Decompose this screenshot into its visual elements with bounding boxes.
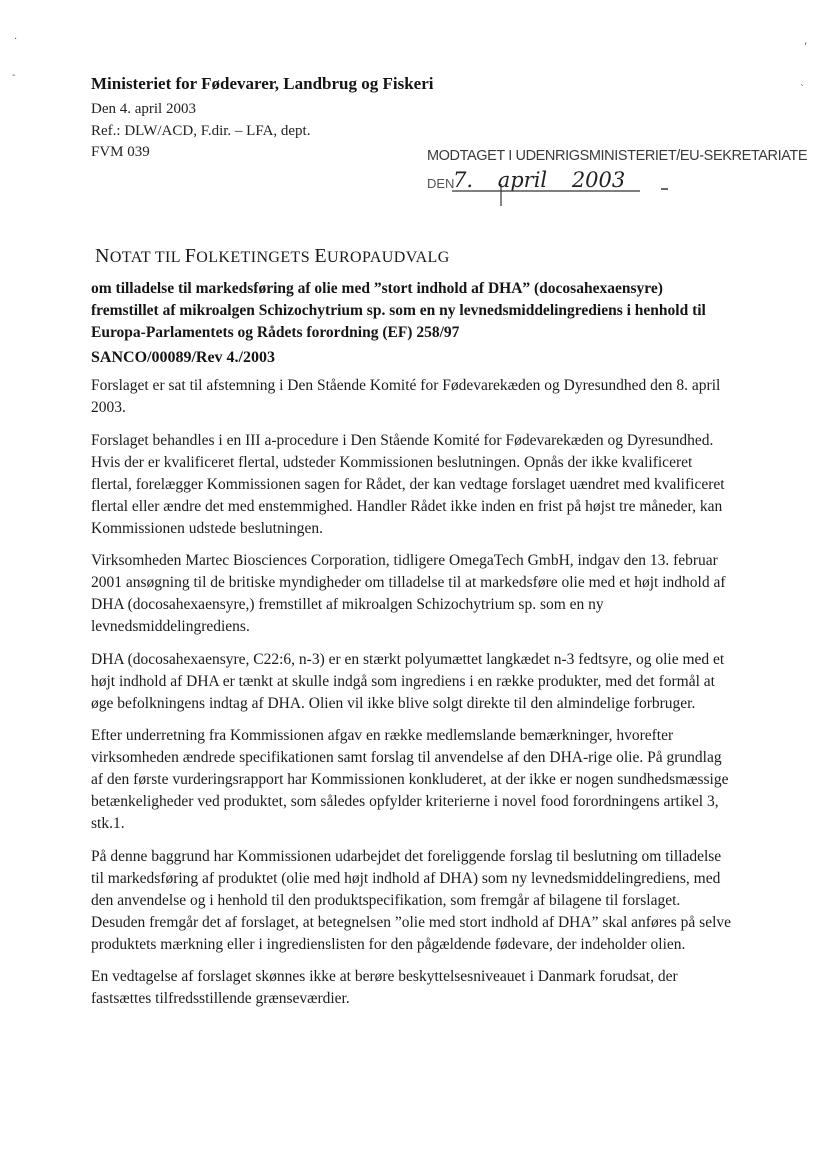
paragraph: En vedtagelse af forslaget skønnes ikke at berøre beskyttelsesniveauet i Danmark forudsat, der fastsættes tilfredsstillende grænseværdier. (91, 968, 678, 1007)
file-number: FVM 039 (91, 144, 150, 160)
sanco-reference: SANCO/00089/Rev 4./2003 (91, 349, 275, 366)
scan-speck: · (14, 34, 18, 45)
paragraph: På denne baggrund har Kommissionen udarbejdet det foreliggende forslag til beslutning om tilladelse til markedsføring af produktet (olie med højt indhold af DHA) som ny levnedsmiddelingrediens, med den anvendelse og i henhold til den produktspecifikation, som fremgår af bilagene til forslaget. Desuden fremgår det af forslaget, at betegnelsen ”olie med stort indhold af DHA” skal anføres på selve produktets mærkning eller i ingredienslisten for den pågældende fødevare, der indeholder olien. (91, 847, 732, 953)
paragraph: DHA (docosahexaensyre, C22:6, n-3) er en stærkt polyumættet langkædet n-3 fedtsyre, og olie med et højt indhold af DHA er tænkt at skulle indgå som ingrediens i en række produkter, med det formål at øge befolkningens indtag af DHA. Olien vil ikke blive solgt direkte til den almindelige forbruger. (91, 650, 725, 712)
memo-heading: NOTAT TIL FOLKETINGETS EUROPAUDVALG (95, 245, 450, 267)
stamp-date-prefix: DEN (427, 176, 455, 191)
paragraph: Forslaget behandles i en III a-procedure i Den Stående Komité for Fødevarekæden og Dyresundhed. Hvis der er kvalificeret flertal, udsteder Kommissionen beslutningen. Opnås der ikke kvalificeret flertal, forelægger Kommissionen sagen for Rådet, der kan vedtage forslaget uændret med kvalificeret flertal eller ændre det med enstemmighed. Handler Rådet ikke inden en frist på højst tre måneder, kan Kommissionen udstede beslutningen. (91, 431, 725, 537)
memo-body (91, 245, 731, 1021)
paragraph: Efter underretning fra Kommissionen afgav en række medlemslande bemærkninger, hvorefter virksomheden ændrede specifikationen samt forslag til anvendelse af den DHA-rige olie. På grundlag af den første vurderingsrapport har Kommissionen konkluderet, at der ikke er nogen sundhedsmæssige betænkeligheder ved produktet, som således opfylder kriterierne i novel food forordningens artikel 3, stk.1. (91, 727, 729, 832)
scan-speck: ` (800, 84, 805, 95)
memo-subject: om tilladelse til markedsføring af olie med ”stort indhold af DHA” (docosahexaensyre) fremstillet af mikroalgen Schizochytrium sp. som en ny levnedsmiddelingrediens i henhold til Europa-Parlamentets og Rådets forordning (EF) 258/97 (91, 280, 706, 341)
document-date: Den 4. april 2003 (91, 101, 196, 117)
paragraph: Virksomheden Martec Biosciences Corporation, tidligere OmegaTech GmbH, indgav den 13. februar 2001 ansøgning til de britiske myndigheder om tilladelse til at markedsføre olie med et højt indhold af DHA (docosahexaensyre,) fremstillet af mikroalgen Schizochytrium sp. som en ny levnedsmiddelingrediens. (91, 552, 726, 635)
scan-speck: - (12, 70, 16, 81)
scan-speck: , (804, 36, 808, 47)
reference-line: Ref.: DLW/ACD, F.dir. – LFA, dept. (91, 122, 311, 139)
paragraph: Forslaget er sat til afstemning i Den Stående Komité for Fødevarekæden og Dyresundhed den 8. april 2003. (91, 377, 721, 416)
stamp-underline-graphic (425, 170, 675, 210)
letterhead (91, 74, 434, 164)
received-stamp: MODTAGET I UDENRIGSMINISTERIET/EU-SEKRETARIATE (427, 148, 808, 164)
stamp-date-line (425, 170, 675, 210)
handwritten-date: 7. april 2003 (453, 168, 626, 192)
ministry-name: Ministeriet for Fødevarer, Landbrug og Fiskeri (91, 74, 434, 93)
